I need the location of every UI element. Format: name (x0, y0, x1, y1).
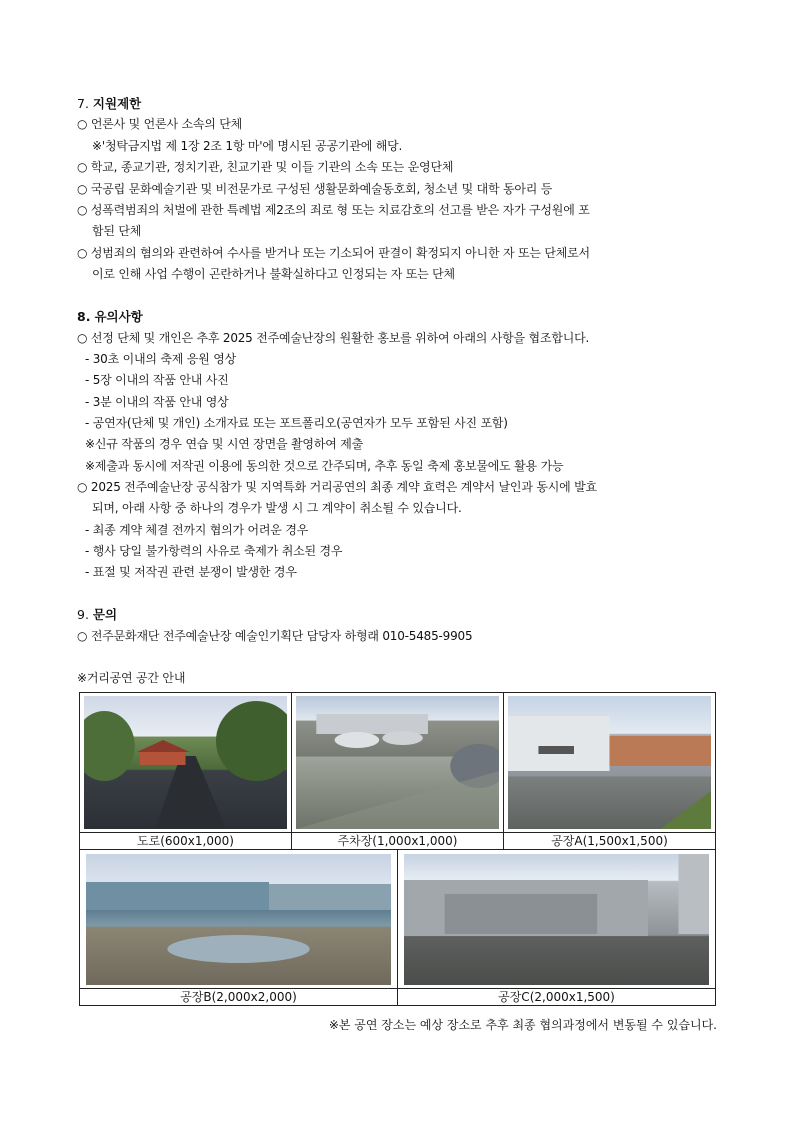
section-8-line: - 3분 이내의 작품 안내 영상 (85, 395, 229, 409)
photo-cell-factory-c (398, 850, 715, 1005)
venue-photo-table (79, 692, 716, 1006)
photo-caption: 공장C(2,000x1,500) (398, 988, 715, 1005)
photo-caption: 공장B(2,000x2,000) (80, 988, 397, 1005)
section-8-line: - 30초 이내의 축제 응원 영상 (85, 352, 236, 366)
parking-lot-photo-icon (296, 696, 499, 829)
section-7-title: 지원제한 (92, 96, 142, 111)
section-8-number: 8. (77, 309, 91, 324)
factory-b-photo-art (86, 854, 391, 985)
section-7-line: 이로 인해 사업 수행이 곤란하거나 불확실하다고 인정되는 자 또는 단체 (92, 267, 455, 281)
section-8-line: - 공연자(단체 및 개인) 소개자료 또는 포트폴리오(공연자가 모두 포함된 사진 포함) (85, 416, 508, 430)
section-8-heading (77, 307, 143, 325)
section-7-line: ○ 성범죄의 혐의와 관련하여 수사를 받거나 또는 기소되어 판결이 확정되지 아니한 자 또는 단체로서 (77, 246, 590, 260)
section-7-line: ※'청탁금지법 제 1장 2조 1항 마'에 명시된 공공기관에 해당. (92, 139, 403, 153)
factory-c-photo-art (404, 854, 709, 985)
section-7-line: 함된 단체 (92, 224, 142, 238)
section-8-title: 유의사항 (94, 309, 143, 324)
photo-caption: 주차장(1,000x1,000) (292, 832, 503, 849)
photo-row (80, 693, 715, 850)
section-9-line: ○ 전주문화재단 전주예술난장 예술인기획단 담당자 하형래 010-5485-9905 (77, 629, 473, 643)
factory-a-photo-icon (508, 696, 711, 829)
section-8-line: - 표절 및 저작권 관련 분쟁이 발생한 경우 (85, 565, 297, 579)
section-8-line: - 행사 당일 불가항력의 사유로 축제가 취소된 경우 (85, 544, 343, 558)
photo-cell-factory-a (504, 693, 715, 849)
section-7-line: ○ 성폭력범죄의 처벌에 관한 특례법 제2조의 죄로 형 또는 치료감호의 선고를 받은 자가 구성원에 포 (77, 203, 590, 217)
section-7-number: 7. (77, 96, 89, 111)
venue-footnote: ※본 공연 장소는 예상 장소로 추후 최종 협의과정에서 변동될 수 있습니다. (328, 1018, 717, 1032)
photo-cell-road (80, 693, 292, 849)
factory-a-photo-art (508, 696, 711, 829)
photo-cell-parking (292, 693, 504, 849)
section-8-line: ※신규 작품의 경우 연습 및 시연 장면을 촬영하여 제출 (85, 437, 364, 451)
section-8-line: - 5장 이내의 작품 안내 사진 (85, 373, 229, 387)
section-9-heading (77, 605, 117, 623)
road-photo-art (84, 696, 287, 829)
section-9-title: 문의 (92, 607, 118, 622)
section-8-line: ○ 선정 단체 및 개인은 추후 2025 전주예술난장의 원활한 홍보를 위하여 아래의 사항을 협조합니다. (77, 331, 590, 345)
section-9-number: 9. (77, 607, 89, 622)
venue-heading: ※거리공연 공간 안내 (77, 671, 186, 685)
section-7-line: ○ 언론사 및 언론사 소속의 단체 (77, 117, 243, 131)
section-8-line: ○ 2025 전주예술난장 공식참가 및 지역특화 거리공연의 최종 계약 효력은 계약서 날인과 동시에 발효 (77, 480, 597, 494)
photo-row (80, 850, 715, 1005)
section-8-line: - 최종 계약 체결 전까지 협의가 어려운 경우 (85, 523, 309, 537)
section-7-line: ○ 국공립 문화예술기관 및 비전문가로 구성된 생활문화예술동호회, 청소년 및 대학 동아리 등 (77, 182, 553, 196)
parking-photo-art (296, 696, 499, 829)
section-8-line: ※제출과 동시에 저작권 이용에 동의한 것으로 간주되며, 추후 동일 축제 홍보물에도 활용 가능 (85, 459, 564, 473)
photo-caption: 도로(600x1,000) (80, 832, 291, 849)
section-8-line: 되며, 아래 사항 중 하나의 경우가 발생 시 그 계약이 취소될 수 있습니다. (92, 501, 462, 515)
photo-cell-factory-b (80, 850, 398, 1005)
road-photo-icon (84, 696, 287, 829)
factory-b-photo-icon (86, 854, 391, 985)
section-7-heading (77, 94, 141, 112)
factory-c-photo-icon (404, 854, 709, 985)
photo-caption: 공장A(1,500x1,500) (504, 832, 715, 849)
section-7-line: ○ 학교, 종교기관, 정치기관, 친교기관 및 이들 기관의 소속 또는 운영단체 (77, 160, 454, 174)
